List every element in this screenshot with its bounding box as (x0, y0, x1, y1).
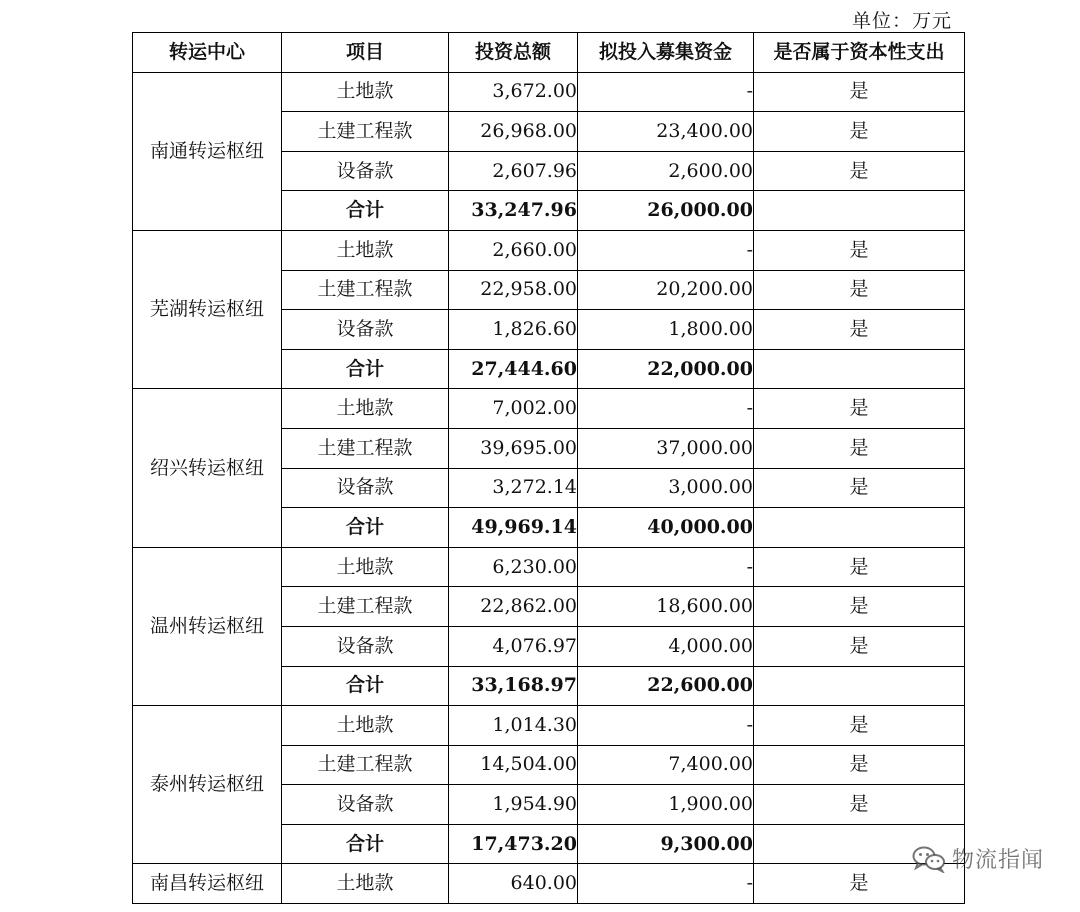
wechat-icon (912, 845, 946, 873)
cell-raised: 1,900.00 (578, 785, 754, 825)
cell-total: 640.00 (449, 864, 578, 904)
cell-capex (754, 508, 965, 548)
cell-raised: - (578, 706, 754, 746)
cell-center-name: 芜湖转运枢纽 (133, 230, 282, 388)
cell-capex: 是 (754, 864, 965, 904)
cell-total: 39,695.00 (449, 428, 578, 468)
cell-raised: - (578, 864, 754, 904)
cell-raised: 22,600.00 (578, 666, 754, 706)
table-row (133, 230, 965, 270)
cell-capex: 是 (754, 547, 965, 587)
cell-raised: 4,000.00 (578, 626, 754, 666)
cell-total: 33,247.96 (449, 191, 578, 231)
table-row (133, 389, 965, 429)
cell-item: 土地款 (282, 72, 449, 112)
cell-capex (754, 191, 965, 231)
cell-raised: - (578, 547, 754, 587)
cell-raised: 9,300.00 (578, 824, 754, 864)
cell-item: 土建工程款 (282, 587, 449, 627)
cell-item: 合计 (282, 191, 449, 231)
cell-raised: 7,400.00 (578, 745, 754, 785)
cell-item: 土地款 (282, 547, 449, 587)
cell-raised: - (578, 72, 754, 112)
cell-item: 土地款 (282, 230, 449, 270)
cell-item: 土地款 (282, 389, 449, 429)
cell-item: 设备款 (282, 626, 449, 666)
cell-total: 6,230.00 (449, 547, 578, 587)
cell-capex: 是 (754, 310, 965, 350)
cell-capex: 是 (754, 389, 965, 429)
cell-total: 33,168.97 (449, 666, 578, 706)
cell-raised: 37,000.00 (578, 428, 754, 468)
cell-center-name: 温州转运枢纽 (133, 547, 282, 705)
cell-total: 22,862.00 (449, 587, 578, 627)
cell-capex: 是 (754, 706, 965, 746)
header-capex: 是否属于资本性支出 (754, 33, 965, 73)
cell-total: 17,473.20 (449, 824, 578, 864)
cell-total: 14,504.00 (449, 745, 578, 785)
table-row (133, 72, 965, 112)
cell-raised: 1,800.00 (578, 310, 754, 350)
cell-raised: 40,000.00 (578, 508, 754, 548)
cell-item: 设备款 (282, 310, 449, 350)
cell-item: 土建工程款 (282, 428, 449, 468)
cell-center-name: 绍兴转运枢纽 (133, 389, 282, 547)
cell-raised: - (578, 230, 754, 270)
cell-raised: 22,000.00 (578, 349, 754, 389)
cell-total: 7,002.00 (449, 389, 578, 429)
cell-total: 27,444.60 (449, 349, 578, 389)
cell-item: 合计 (282, 508, 449, 548)
cell-raised: - (578, 389, 754, 429)
header-raised: 拟投入募集资金 (578, 33, 754, 73)
cell-item: 合计 (282, 824, 449, 864)
cell-total: 22,958.00 (449, 270, 578, 310)
cell-item: 设备款 (282, 151, 449, 191)
cell-capex: 是 (754, 468, 965, 508)
cell-item: 合计 (282, 666, 449, 706)
header-item: 项目 (282, 33, 449, 73)
cell-raised: 23,400.00 (578, 112, 754, 152)
cell-center-name: 南通转运枢纽 (133, 72, 282, 230)
cell-center-name: 南昌转运枢纽 (133, 864, 282, 904)
cell-item: 土地款 (282, 864, 449, 904)
table-row (133, 706, 965, 746)
cell-item: 土建工程款 (282, 745, 449, 785)
cell-total: 3,672.00 (449, 72, 578, 112)
cell-item: 土建工程款 (282, 270, 449, 310)
cell-item: 土建工程款 (282, 112, 449, 152)
cell-item: 土地款 (282, 706, 449, 746)
table-header-row (133, 33, 965, 73)
investment-table (132, 32, 965, 904)
cell-raised: 3,000.00 (578, 468, 754, 508)
cell-capex: 是 (754, 626, 965, 666)
cell-raised: 26,000.00 (578, 191, 754, 231)
cell-raised: 2,600.00 (578, 151, 754, 191)
cell-total: 1,014.30 (449, 706, 578, 746)
table-row (133, 547, 965, 587)
header-total: 投资总额 (449, 33, 578, 73)
cell-total: 4,076.97 (449, 626, 578, 666)
header-center: 转运中心 (133, 33, 282, 73)
cell-total: 3,272.14 (449, 468, 578, 508)
cell-capex: 是 (754, 112, 965, 152)
cell-total: 2,660.00 (449, 230, 578, 270)
cell-capex: 是 (754, 230, 965, 270)
cell-capex: 是 (754, 587, 965, 627)
cell-capex: 是 (754, 72, 965, 112)
cell-capex (754, 349, 965, 389)
cell-item: 设备款 (282, 785, 449, 825)
cell-center-name: 泰州转运枢纽 (133, 706, 282, 864)
cell-raised: 20,200.00 (578, 270, 754, 310)
cell-capex: 是 (754, 745, 965, 785)
cell-total: 49,969.14 (449, 508, 578, 548)
watermark (912, 843, 1044, 874)
cell-total: 1,954.90 (449, 785, 578, 825)
cell-item: 合计 (282, 349, 449, 389)
cell-total: 1,826.60 (449, 310, 578, 350)
cell-capex: 是 (754, 151, 965, 191)
cell-total: 2,607.96 (449, 151, 578, 191)
cell-raised: 18,600.00 (578, 587, 754, 627)
cell-item: 设备款 (282, 468, 449, 508)
table-body (133, 72, 965, 903)
table-row (133, 864, 965, 904)
cell-capex: 是 (754, 270, 965, 310)
unit-label: 单位：万元 (851, 10, 952, 32)
cell-capex: 是 (754, 428, 965, 468)
cell-capex (754, 666, 965, 706)
cell-capex: 是 (754, 785, 965, 825)
cell-total: 26,968.00 (449, 112, 578, 152)
watermark-text: 物流指闻 (951, 848, 1044, 873)
